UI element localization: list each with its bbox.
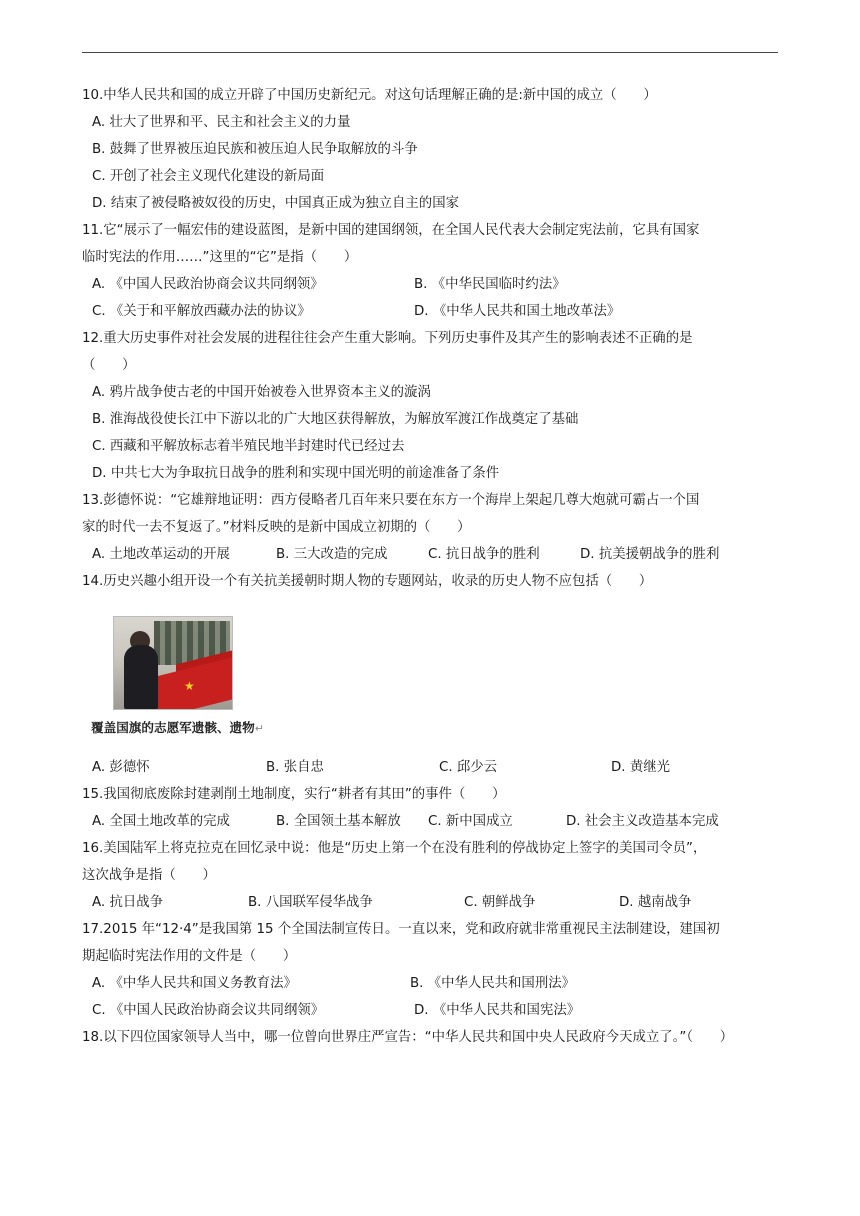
q11-option-c: C. 《关于和平解放西藏办法的协议》 <box>92 304 311 319</box>
q15-option-b: B. 全国领土基本解放 <box>276 814 401 829</box>
q12-option-c: C. 西藏和平解放标志着半殖民地半封建时代已经过去 <box>92 439 405 454</box>
q17-option-d: D. 《中华人民共和国宪法》 <box>414 1003 581 1018</box>
q15-option-d: D. 社会主义改造基本完成 <box>566 814 719 829</box>
q13-option-b: B. 三大改造的完成 <box>276 547 388 562</box>
header-rule <box>82 52 778 53</box>
flag-star-icon: ★ <box>184 679 195 693</box>
official-figure <box>124 645 158 709</box>
q14-option-a: A. 彭德怀 <box>92 760 150 775</box>
q16-option-b: B. 八国联军侵华战争 <box>248 895 373 910</box>
q12-option-a: A. 鸦片战争使古老的中国开始被卷入世界资本主义的漩涡 <box>92 385 431 400</box>
q17-option-b: B. 《中华人民共和国刑法》 <box>410 976 575 991</box>
q13-option-c: C. 抗日战争的胜利 <box>428 547 540 562</box>
q10-stem: 10.中华人民共和国的成立开辟了中国历史新纪元。对这句话理解正确的是:新中国的成立（ ） <box>82 88 657 103</box>
q17-option-a: A. 《中华人民共和国义务教育法》 <box>92 976 297 991</box>
q14-option-b: B. 张自忠 <box>266 760 324 775</box>
q16-option-a: A. 抗日战争 <box>92 895 163 910</box>
q10-option-d: D. 结束了被侵略被奴役的历史，中国真正成为独立自主的国家 <box>92 196 459 211</box>
q15-option-c: C. 新中国成立 <box>428 814 513 829</box>
q15-stem: 15.我国彻底废除封建剥削土地制度，实行“耕者有其田”的事件（ ） <box>82 787 506 802</box>
q16-option-c: C. 朝鲜战争 <box>464 895 536 910</box>
q13-stem-line1: 13.彭德怀说：“它雄辩地证明：西方侵略者几百年来只要在东方一个海岸上架起几尊大炮就可霸占一个国 <box>82 493 700 508</box>
q13-stem-line2: 家的时代一去不复返了。”材料反映的是新中国成立初期的（ ） <box>82 520 471 535</box>
q11-stem-line1: 11.它“展示了一幅宏伟的建设蓝图，是新中国的建国纲领，在全国人民代表大会制定宪法前，它具有国家 <box>82 223 700 238</box>
q13-option-d: D. 抗美援朝战争的胜利 <box>580 547 720 562</box>
q13-option-a: A. 土地改革运动的开展 <box>92 547 230 562</box>
q16-stem-line1: 16.美国陆军上将克拉克在回忆录中说：他是“历史上第一个在没有胜利的停战协定上签字的美国司令员”， <box>82 841 707 856</box>
q10-option-c: C. 开创了社会主义现代化建设的新局面 <box>92 169 325 184</box>
q14-option-d: D. 黄继光 <box>611 760 670 775</box>
q11-option-a: A. 《中国人民政治协商会议共同纲领》 <box>92 277 324 292</box>
q11-option-b: B. 《中华民国临时约法》 <box>414 277 566 292</box>
q14-option-c: C. 邱少云 <box>439 760 498 775</box>
q11-stem-line2: 临时宪法的作用……”这里的“它”是指（ ） <box>82 250 358 265</box>
q10-option-a: A. 壮大了世界和平、民主和社会主义的力量 <box>92 115 351 130</box>
q12-option-d: D. 中共七大为争取抗日战争的胜利和实现中国光明的前途准备了条件 <box>92 466 500 481</box>
q12-stem-line1: 12.重大历史事件对社会发展的进程往往会产生重大影响。下列历史事件及其产生的影响表述不正确的是 <box>82 331 693 346</box>
return-mark-icon: ↵ <box>254 722 264 735</box>
q12-stem-line2: （ ） <box>82 358 136 373</box>
volunteer-remains-photo <box>113 616 233 710</box>
photo-caption <box>91 717 264 736</box>
q17-stem-line1: 17.2015 年“12·4”是我国第 15 个全国法制宣传日。一直以来，党和政府就非常重视民主法制建设，建国初 <box>82 922 720 937</box>
q11-option-d: D. 《中华人民共和国土地改革法》 <box>414 304 621 319</box>
photo-caption-text: 覆盖国旗的志愿军遗骸、遗物 <box>91 720 255 735</box>
q12-option-b: B. 淮海战役使长江中下游以北的广大地区获得解放，为解放军渡江作战奠定了基础 <box>92 412 579 427</box>
q17-option-c: C. 《中国人民政治协商会议共同纲领》 <box>92 1003 325 1018</box>
q18-stem: 18.以下四位国家领导人当中，哪一位曾向世界庄严宣告：“中华人民共和国中央人民政府今天成立了。”（ ） <box>82 1030 734 1045</box>
q16-option-d: D. 越南战争 <box>619 895 692 910</box>
q16-stem-line2: 这次战争是指（ ） <box>82 868 216 883</box>
q10-option-b: B. 鼓舞了世界被压迫民族和被压迫人民争取解放的斗争 <box>92 142 418 157</box>
q14-stem: 14.历史兴趣小组开设一个有关抗美援朝时期人物的专题网站，收录的历史人物不应包括（ ） <box>82 574 653 589</box>
q17-stem-line2: 期起临时宪法作用的文件是（ ） <box>82 949 297 964</box>
q15-option-a: A. 全国土地改革的完成 <box>92 814 230 829</box>
